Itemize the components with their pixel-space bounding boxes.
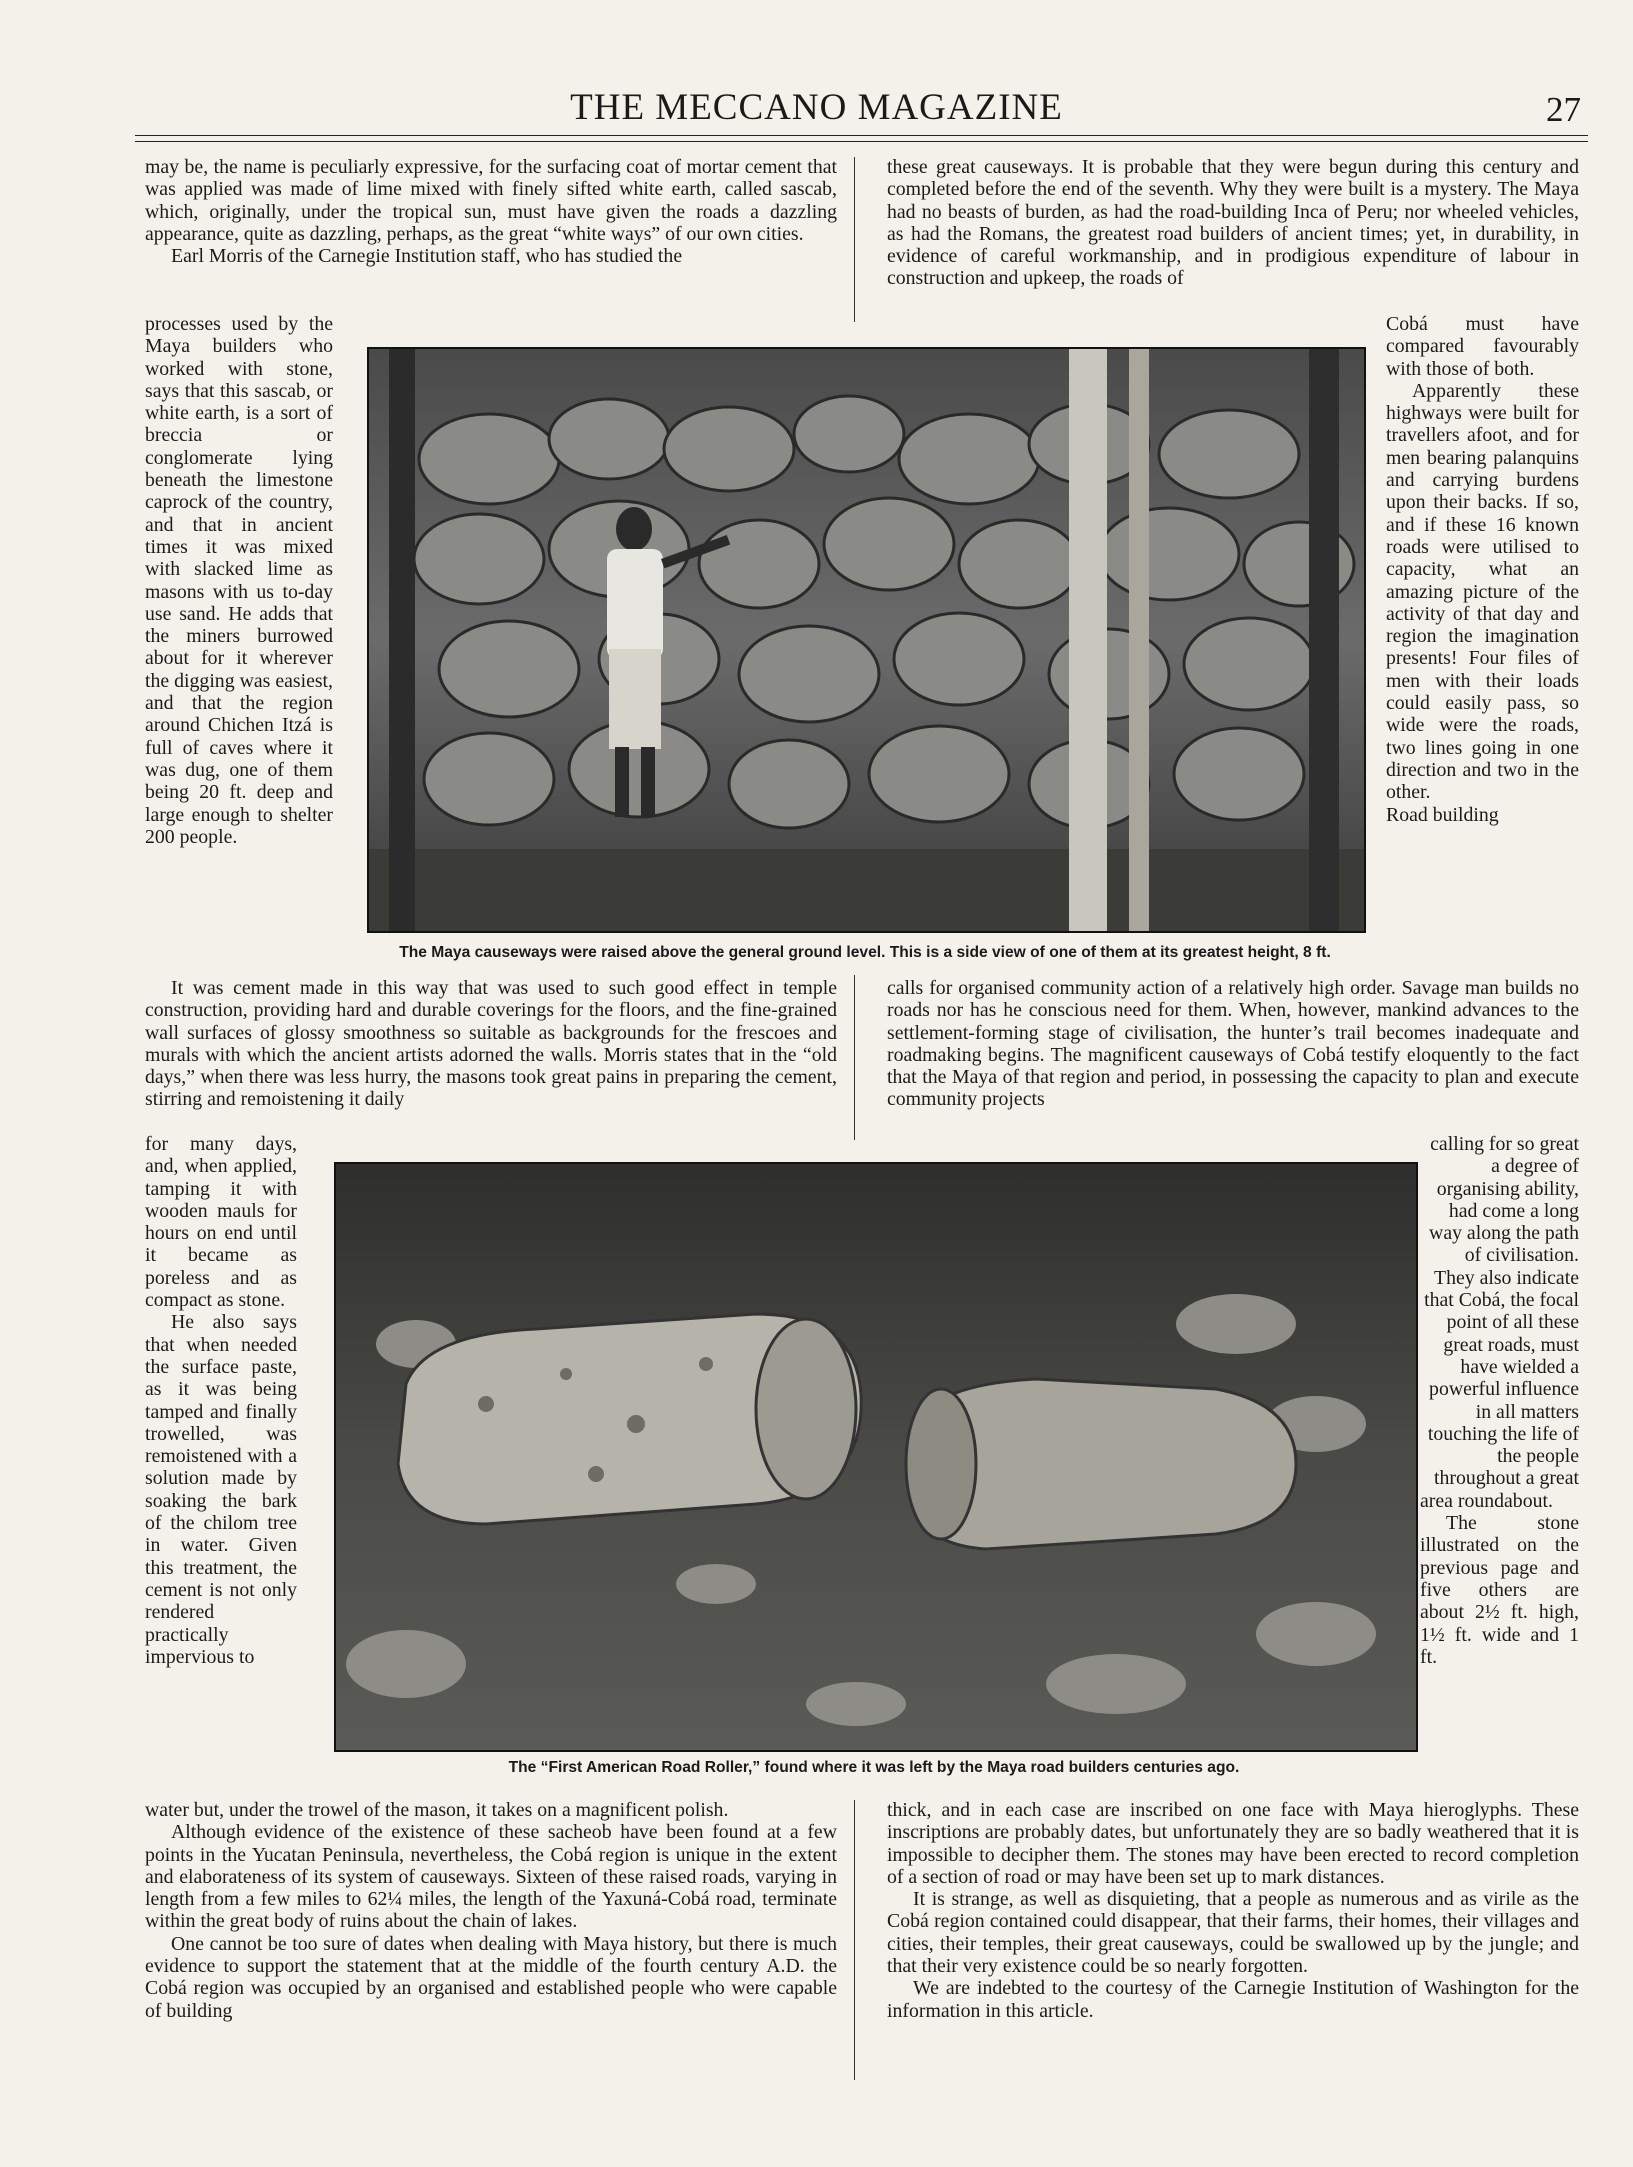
road-roller-image xyxy=(336,1164,1416,1750)
photo-causeway-wall xyxy=(367,347,1366,933)
column-divider xyxy=(854,975,855,1140)
paragraph: One cannot be too sure of dates when dealing with Maya history, but there is much evidence to support the statement that at the middle of the fourth century A.D. the Cobá region was occupied by an organised and established people who were capable of building xyxy=(145,1932,837,2022)
right-narrow-column-2 xyxy=(1420,1133,1579,1668)
column-divider xyxy=(854,1800,855,2080)
photo-road-roller xyxy=(334,1162,1418,1752)
right-narrow-column-1 xyxy=(1386,313,1579,826)
paragraph: water but, under the trowel of the mason, it takes on a magnificent polish. xyxy=(145,1799,729,1821)
page-number: 27 xyxy=(1546,90,1581,129)
paragraph: Apparently these highways were built for travellers afoot, and for men bearing palanquins and carrying burdens upon their backs. If so, and if these 16 known roads were utilised to capacity, what an amazing picture of the activity of that day and region the imagination presents! Four files of men with their loads could easily pass, so wide were the roads, two lines going in one direction and two in the other. xyxy=(1386,379,1579,804)
left-column-top xyxy=(145,156,837,267)
figure-caption-1: The Maya causeways were raised above the general ground level. This is a side view of one of them at its greatest height, 8 ft. xyxy=(399,944,1331,961)
paragraph: may be, the name is peculiarly expressive, for the surfacing coat of mortar cement that was applied was made of lime mixed with finely sifted white earth, called sascab, which, originally, under the tropical sun, must have given the roads a dazzling appearance, quite as dazzling, perhaps, as the great “white ways” of our own cities. xyxy=(145,156,837,245)
left-narrow-column-1 xyxy=(145,313,333,848)
right-column-middle xyxy=(887,977,1579,1111)
paragraph: thick, and in each case are inscribed on one face with Maya hieroglyphs. These inscriptions are probably dates, but unfortunately they are so badly weathered that it is impossible to decipher them. The stones may have been erected to record completion of a section of road or may have been set up to mark distances. xyxy=(887,1799,1579,1888)
magazine-title: THE MECCANO MAGAZINE xyxy=(570,87,1063,128)
left-column-bottom xyxy=(145,1799,837,2022)
column-divider xyxy=(854,157,855,322)
header-rule xyxy=(135,135,1588,136)
left-narrow-column-2 xyxy=(145,1133,297,1668)
paragraph: these great causeways. It is probable that they were begun during this century and completed before the end of the seventh. Why they were built is a mystery. The Maya had no beasts of burden, as had the road-building Inca of Peru; nor wheeled vehicles, as had the Romans, the greatest road builders of ancient times; yet, in durability, in evidence of careful workmanship, and in prodigious expenditure of labour in construction and upkeep, the roads of xyxy=(887,156,1579,290)
figure-caption-2: The “First American Road Roller,” found where it was left by the Maya road builders centuries ago. xyxy=(508,1759,1240,1776)
left-column-middle xyxy=(145,977,837,1111)
causeway-wall-image xyxy=(369,349,1364,931)
header-rule-double xyxy=(135,141,1588,142)
paragraph: calls for organised community action of a relatively high order. Savage man builds no roads nor has he conscious need for them. When, however, mankind advances to the settlement-forming stage of civilisation, the hunter’s trail becomes inadequate and roadmaking begins. The magnificent causeways of Cobá testify eloquently to the fact that the Maya of that region and period, in possessing the capacity to plan and execute community projects xyxy=(887,977,1579,1111)
paragraph: It is strange, as well as disquieting, that a people as numerous and as virile as the Cobá region contained could disappear, that their farms, their homes, their villages and cities, their temples, their great causeways, could be swallowed up by the jungle; and that their very existence could be so nearly forgotten. xyxy=(887,1888,1579,1978)
paragraph: Road building xyxy=(1386,803,1499,826)
paragraph: Earl Morris of the Carnegie Institution staff, who has studied the xyxy=(171,245,683,268)
right-column-top xyxy=(887,156,1579,290)
paragraph: It was cement made in this way that was used to such good effect in temple construction, providing hard and durable coverings for the floors, and the fine-grained wall surfaces of glossy smoothness so suitable as backgrounds for the frescoes and murals with which the ancient artists adorned the walls. Morris states that in the “old days,” when there was less hurry, the masons took great pains in preparing the cement, stirring and remoistening it daily xyxy=(145,977,837,1111)
paragraph: The stone illustrated on the previous page and five others are about 2½ ft. high, 1½ ft. wide and 1 ft. xyxy=(1420,1512,1579,1668)
paragraph: calling for so great a degree of organising ability, had come a long way along the path of civilisation. They also indicate that Cobá, the focal point of all these great roads, must have wielded a powerful influence in all matters touching the life of the people throughout a great area roundabout. xyxy=(1420,1133,1579,1512)
paragraph: Cobá must have compared favourably with those of both. xyxy=(1386,313,1579,380)
paragraph: Although evidence of the existence of these sacheob have been found at a few points in the Yucatan Peninsula, nevertheless, the Cobá region is unique in the extent and elaborateness of its system of causeways. Sixteen of these raised roads, varying in length from a few miles to 62¼ miles, the length of the Yaxuná-Cobá road, terminate within the great body of ruins about the chain of lakes. xyxy=(145,1821,837,1933)
paragraph: for many days, and, when applied, tamping it with wooden mauls for hours on end until it became as poreless and as compact as stone. xyxy=(145,1133,297,1312)
paragraph: processes used by the Maya builders who worked with stone, says that this sascab, or white earth, is a sort of breccia or conglomerate lying beneath the limestone caprock of the country, and that in ancient times it was mixed with slacked lime as masons with us to-day use sand. He adds that the miners burrowed about for it wherever the digging was easiest, and that the region around Chichen Itzá is full of caves where it was dug, one of them being 20 ft. deep and large enough to shelter 200 people. xyxy=(145,313,333,848)
right-column-bottom xyxy=(887,1799,1579,2022)
paragraph: We are indebted to the courtesy of the Carnegie Institution of Washington for the information in this article. xyxy=(887,1977,1579,2022)
paragraph: He also says that when needed the surface paste, as it was being tamped and finally trowelled, was remoistened with a solution made by soaking the bark of the chilom tree in water. Given this treatment, the cement is not only rendered practically impervious to xyxy=(145,1311,297,1668)
